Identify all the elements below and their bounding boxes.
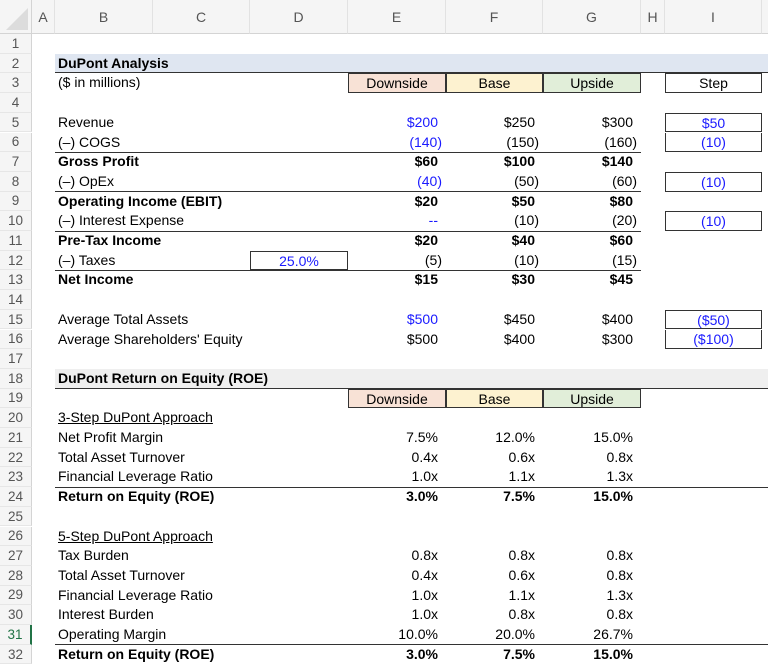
label-net-income[interactable]: Net Income [58, 271, 134, 288]
label-financial-leverage-ratio-5step[interactable]: Financial Leverage Ratio [58, 586, 213, 603]
roe-5step-downside[interactable]: 3.0% [406, 645, 438, 662]
step-header[interactable]: Step [665, 73, 762, 93]
units-label[interactable]: ($ in millions) [58, 74, 141, 91]
row-header-14[interactable]: 14 [0, 290, 32, 310]
equity-step[interactable]: ($100) [665, 330, 762, 350]
row-header-15[interactable]: 15 [0, 310, 32, 330]
interest-burden-base[interactable]: 0.8x [508, 606, 535, 623]
label-operating-margin[interactable]: Operating Margin [58, 626, 167, 642]
row-header-3[interactable]: 3 [0, 73, 32, 93]
row-header-17[interactable]: 17 [0, 349, 32, 369]
column-header-g[interactable]: G [543, 0, 641, 34]
label-tax-burden[interactable]: Tax Burden [58, 547, 129, 564]
interest-base[interactable]: (10) [514, 212, 539, 229]
scenario-header-base[interactable]: Base [446, 73, 543, 93]
tat-downside[interactable]: 0.4x [411, 448, 438, 465]
label-ebit[interactable]: Operating Income (EBIT) [58, 192, 223, 209]
ebit-upside[interactable]: $80 [609, 192, 633, 209]
taxes-base[interactable]: (10) [514, 251, 539, 268]
row-header-25[interactable]: 25 [0, 507, 32, 527]
label-roe-5step[interactable]: Return on Equity (ROE) [58, 645, 215, 662]
label-roe-3step[interactable]: Return on Equity (ROE) [58, 488, 215, 505]
flr5-upside[interactable]: 1.3x [606, 586, 633, 603]
interest-downside[interactable]: -- [428, 212, 438, 229]
assets-downside[interactable]: $500 [406, 310, 438, 327]
row-header-2[interactable]: 2 [0, 54, 32, 74]
revenue-downside[interactable]: $200 [406, 113, 438, 130]
select-all-corner[interactable] [0, 0, 32, 34]
tax-burden-upside[interactable]: 0.8x [606, 547, 633, 564]
tat-base[interactable]: 0.6x [508, 448, 535, 465]
cogs-upside[interactable]: (160) [604, 133, 637, 150]
label-total-asset-turnover-5step[interactable]: Total Asset Turnover [58, 566, 185, 583]
label-interest-burden[interactable]: Interest Burden [58, 606, 154, 623]
roe-3step-upside[interactable]: 15.0% [593, 488, 633, 505]
roe-3step-base[interactable]: 7.5% [503, 488, 535, 505]
flr-upside[interactable]: 1.3x [606, 468, 633, 485]
row-header-26[interactable]: 26 [0, 527, 32, 547]
row-header-23[interactable]: 23 [0, 467, 32, 487]
tat5-upside[interactable]: 0.8x [606, 566, 633, 583]
row-header-19[interactable]: 19 [0, 389, 32, 409]
assets-step[interactable]: ($50) [665, 310, 762, 330]
net-income-base[interactable]: $30 [511, 271, 535, 288]
pretax-downside[interactable]: $20 [414, 232, 438, 248]
row-header-21[interactable]: 21 [0, 428, 32, 448]
column-header-j[interactable] [762, 0, 768, 34]
row-header-7[interactable]: 7 [0, 152, 32, 172]
tax-rate-input[interactable]: 25.0% [250, 251, 348, 271]
column-header-h[interactable]: H [641, 0, 665, 34]
assets-base[interactable]: $450 [503, 310, 535, 327]
label-taxes[interactable]: (–) Taxes [58, 251, 116, 268]
label-gross-profit[interactable]: Gross Profit [58, 153, 139, 170]
label-revenue[interactable]: Revenue [58, 113, 115, 130]
column-header-a[interactable]: A [32, 0, 55, 34]
operating-margin-upside[interactable]: 26.7% [593, 626, 633, 642]
roe-5step-base[interactable]: 7.5% [503, 645, 535, 662]
taxes-upside[interactable]: (15) [612, 251, 637, 268]
row-header-13[interactable]: 13 [0, 270, 32, 290]
tat5-downside[interactable]: 0.4x [411, 566, 438, 583]
column-header-i[interactable]: I [665, 0, 762, 34]
roe-section-title[interactable]: DuPont Return on Equity (ROE) [58, 369, 268, 386]
pretax-upside[interactable]: $60 [609, 232, 633, 248]
net-income-downside[interactable]: $15 [414, 271, 438, 288]
scenario-header-upside[interactable]: Upside [543, 73, 641, 93]
row-header-20[interactable]: 20 [0, 408, 32, 428]
select-all-icon [6, 8, 28, 30]
row-header-9[interactable]: 9 [0, 192, 32, 212]
gross-profit-upside[interactable]: $140 [601, 153, 633, 170]
row-header-4[interactable]: 4 [0, 93, 32, 113]
opex-step[interactable]: (10) [665, 172, 762, 192]
opex-downside[interactable]: (40) [417, 172, 442, 189]
roe-scenario-header-base[interactable]: Base [446, 389, 543, 409]
row-header-32[interactable]: 32 [0, 645, 32, 664]
npm-upside[interactable]: 15.0% [593, 429, 633, 445]
label-average-total-assets[interactable]: Average Total Assets [58, 310, 189, 327]
equity-base[interactable]: $400 [503, 330, 535, 347]
npm-downside[interactable]: 7.5% [406, 429, 438, 445]
ebit-base[interactable]: $50 [511, 192, 535, 209]
label-average-shareholders-equity[interactable]: Average Shareholders' Equity [58, 330, 243, 347]
opex-base[interactable]: (50) [514, 172, 539, 189]
revenue-upside[interactable]: $300 [601, 113, 633, 130]
cogs-downside[interactable]: (140) [409, 133, 442, 150]
tax-burden-downside[interactable]: 0.8x [411, 547, 438, 564]
column-header-c[interactable]: C [153, 0, 250, 34]
interest-burden-downside[interactable]: 1.0x [411, 606, 438, 623]
row-header-18[interactable]: 18 [0, 369, 32, 389]
equity-downside[interactable]: $500 [406, 330, 438, 347]
row-header-22[interactable]: 22 [0, 448, 32, 468]
flr-downside[interactable]: 1.0x [411, 468, 438, 485]
interest-step[interactable]: (10) [665, 211, 762, 231]
column-header-f[interactable]: F [446, 0, 543, 34]
roe-3step-downside[interactable]: 3.0% [406, 488, 438, 505]
opex-upside[interactable]: (60) [612, 172, 637, 189]
equity-upside[interactable]: $300 [601, 330, 633, 347]
interest-burden-upside[interactable]: 0.8x [606, 606, 633, 623]
row-header-30[interactable]: 30 [0, 605, 32, 625]
row-header-27[interactable]: 27 [0, 546, 32, 566]
label-total-asset-turnover[interactable]: Total Asset Turnover [58, 448, 185, 465]
flr5-downside[interactable]: 1.0x [411, 586, 438, 603]
cogs-base[interactable]: (150) [506, 133, 539, 150]
label-cogs[interactable]: (–) COGS [58, 133, 121, 150]
gross-profit-base[interactable]: $100 [503, 153, 535, 170]
operating-margin-downside[interactable]: 10.0% [398, 626, 438, 642]
five-step-heading[interactable]: 5-Step DuPont Approach [58, 527, 213, 544]
flr-base[interactable]: 1.1x [508, 468, 535, 485]
row-header-6[interactable]: 6 [0, 133, 32, 153]
tat-upside[interactable]: 0.8x [606, 448, 633, 465]
revenue-step[interactable]: $50 [665, 113, 762, 133]
row-header-31-selected[interactable]: 31 [0, 625, 32, 645]
row-header-1[interactable]: 1 [0, 34, 32, 54]
label-financial-leverage-ratio[interactable]: Financial Leverage Ratio [58, 468, 213, 485]
row-header-24[interactable]: 24 [0, 487, 32, 507]
revenue-base[interactable]: $250 [503, 113, 535, 130]
operating-margin-base[interactable]: 20.0% [495, 626, 535, 642]
gross-profit-downside[interactable]: $60 [414, 153, 438, 170]
roe-scenario-header-upside[interactable]: Upside [543, 389, 641, 409]
column-header-b[interactable]: B [55, 0, 153, 34]
label-net-profit-margin[interactable]: Net Profit Margin [58, 429, 164, 445]
label-opex[interactable]: (–) OpEx [58, 172, 115, 189]
column-header-e[interactable]: E [348, 0, 446, 34]
pretax-base[interactable]: $40 [511, 232, 535, 248]
row-header-29[interactable]: 29 [0, 586, 32, 606]
row-header-16[interactable]: 16 [0, 330, 32, 350]
roe-scenario-header-downside[interactable]: Downside [348, 389, 446, 409]
row-header-12[interactable]: 12 [0, 251, 32, 271]
label-interest-expense[interactable]: (–) Interest Expense [58, 212, 185, 229]
tax-burden-base[interactable]: 0.8x [508, 547, 535, 564]
scenario-header-downside[interactable]: Downside [348, 73, 446, 93]
three-step-heading[interactable]: 3-Step DuPont Approach [58, 409, 213, 426]
row-header-28[interactable]: 28 [0, 566, 32, 586]
row-header-10[interactable]: 10 [0, 211, 32, 231]
ebit-downside[interactable]: $20 [414, 192, 438, 209]
row-header-5[interactable]: 5 [0, 113, 32, 133]
roe-5step-upside[interactable]: 15.0% [593, 645, 633, 662]
npm-base[interactable]: 12.0% [495, 429, 535, 445]
assets-upside[interactable]: $400 [601, 310, 633, 327]
taxes-downside[interactable]: (5) [424, 251, 442, 268]
title-dupont-analysis[interactable]: DuPont Analysis [58, 54, 169, 71]
net-income-upside[interactable]: $45 [609, 271, 633, 288]
row-header-11[interactable]: 11 [0, 231, 32, 251]
cogs-step[interactable]: (10) [665, 133, 762, 153]
column-header-d[interactable]: D [250, 0, 348, 34]
label-pretax-income[interactable]: Pre-Tax Income [58, 232, 162, 248]
tat5-base[interactable]: 0.6x [508, 566, 535, 583]
flr5-base[interactable]: 1.1x [508, 586, 535, 603]
row-header-8[interactable]: 8 [0, 172, 32, 192]
interest-upside[interactable]: (20) [612, 212, 637, 229]
